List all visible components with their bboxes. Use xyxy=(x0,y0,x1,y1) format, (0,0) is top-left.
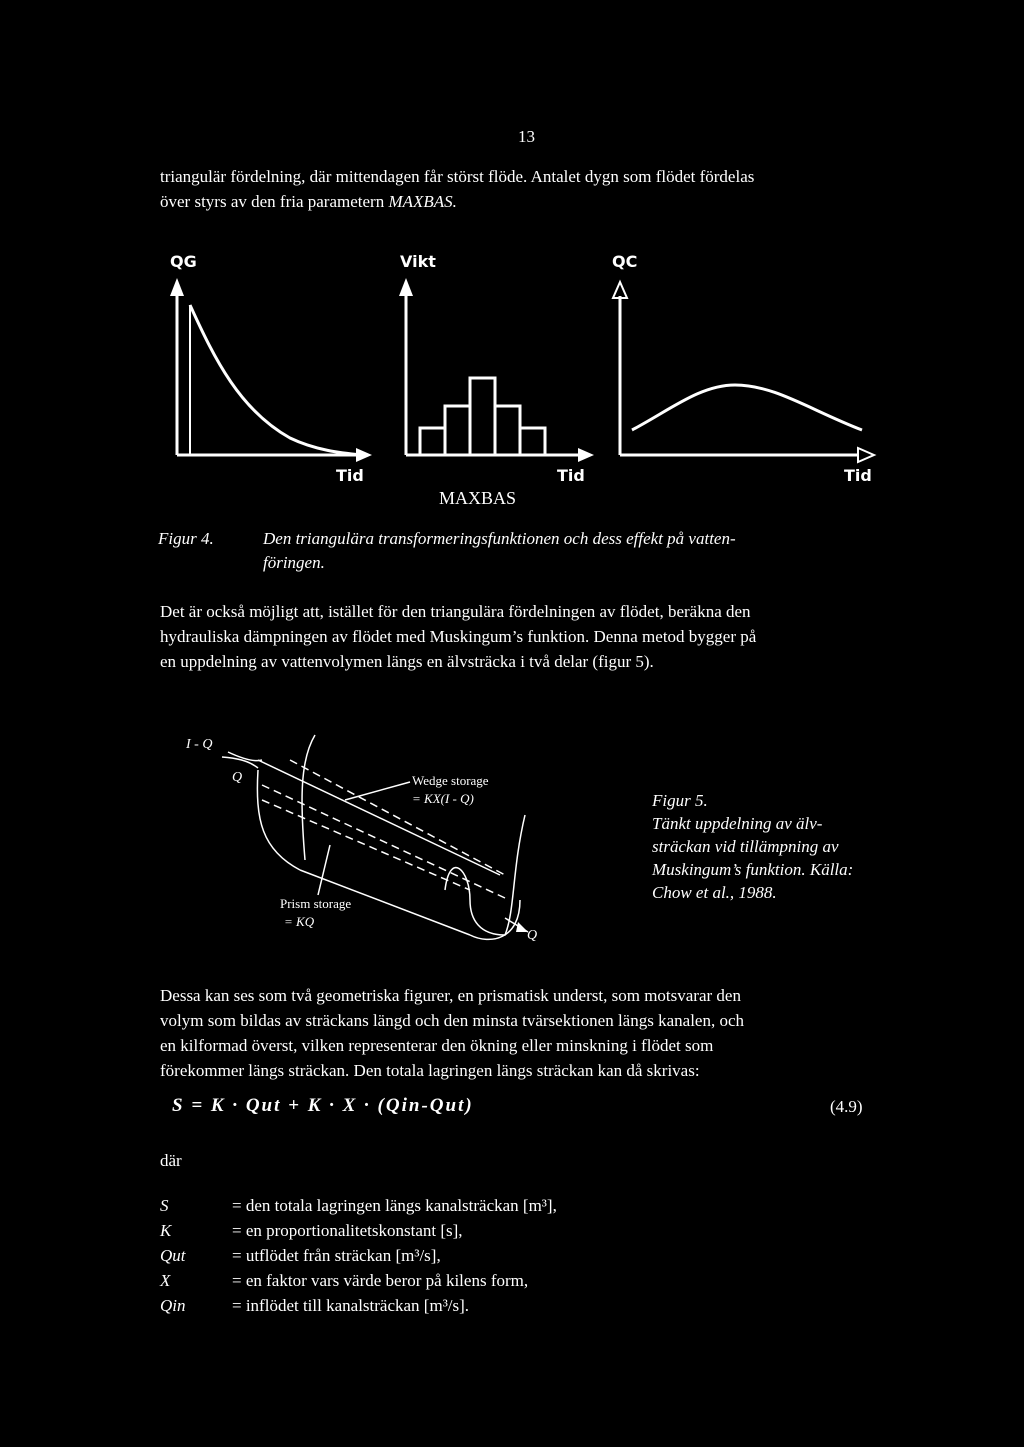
dar-label: där xyxy=(160,1151,182,1170)
figure-4-caption-label: Figur 4. xyxy=(158,529,214,548)
qg-tid-label: Tid xyxy=(336,466,364,485)
definition-symbol: S xyxy=(160,1196,169,1215)
paragraph-2: Det är också möjligt att, istället för den triangulära fördelningen av flödet, beräkna den hydrauliska dämpningen av flödet med Muskingum’s funktion. Denna metod bygger på en uppdelning av vattenvolymen längs en älvsträcka i två delar (figur 5). xyxy=(160,602,757,671)
vikt-tid-label: Tid xyxy=(557,466,585,485)
definition-text: = inflödet till kanalsträckan [m³/s]. xyxy=(232,1296,470,1315)
vikt-label: Vikt xyxy=(400,252,436,271)
qg-label: QG xyxy=(170,252,197,271)
definition-text: = den totala lagringen längs kanalsträckan [m³], xyxy=(232,1196,557,1215)
figure-5-caption: Figur 5. Tänkt uppdelning av älv- sträckan vid tillämpning av Muskingum’s funktion. Källa: Chow et al., 1988. xyxy=(652,791,854,902)
equation-4-9: S = K · Qut + K · X · (Qin-Qut) xyxy=(172,1095,474,1116)
label-q-top: Q xyxy=(232,770,243,785)
page-number: 13 xyxy=(518,127,535,146)
definition-symbol: K xyxy=(160,1221,172,1240)
intro-line-2: över styrs av den fria parametern MAXBAS. xyxy=(160,192,457,211)
qc-tid-label: Tid xyxy=(844,466,872,485)
wedge-storage-label: Wedge storage xyxy=(412,773,489,788)
prism-storage-label: Prism storage xyxy=(280,896,352,911)
prism-formula: = KQ xyxy=(284,914,315,929)
wedge-formula: = KX(I - Q) xyxy=(412,791,474,806)
definition-symbol: Qut xyxy=(160,1246,186,1265)
maxbas-param: MAXBAS. xyxy=(388,192,457,211)
equation-number: (4.9) xyxy=(830,1097,863,1116)
definition-text: = en faktor vars värde beror på kilens form, xyxy=(232,1271,529,1290)
qc-label: QC xyxy=(612,252,638,271)
definition-text: = en proportionalitetskonstant [s], xyxy=(232,1221,463,1240)
paragraph-3: Dessa kan ses som två geometriska figurer, en prismatisk underst, som motsvarar den volym som bildas av sträckans längd och den minsta tvärsektionen längs kanalen, och en kilformad överst, vilken representerar den ökning eller minskning i flödet som förekommer längs sträckan. Den totala lagringen längs sträckan kan då skrivas: xyxy=(160,986,745,1080)
maxbas-label: MAXBAS xyxy=(439,488,517,508)
definition-symbol: X xyxy=(160,1271,171,1290)
label-q-out: Q xyxy=(527,928,538,943)
label-i-q: I - Q xyxy=(186,737,213,752)
definition-symbol: Qin xyxy=(160,1296,186,1315)
definition-text: = utflödet från sträckan [m³/s], xyxy=(232,1246,441,1265)
figure-4-caption: Den triangulära transformeringsfunktionen och dess effekt på vatten- föringen. xyxy=(263,529,736,572)
intro-line-1: triangulär fördelning, där mittendagen får störst flöde. Antalet dygn som flödet fördelas xyxy=(160,167,755,186)
